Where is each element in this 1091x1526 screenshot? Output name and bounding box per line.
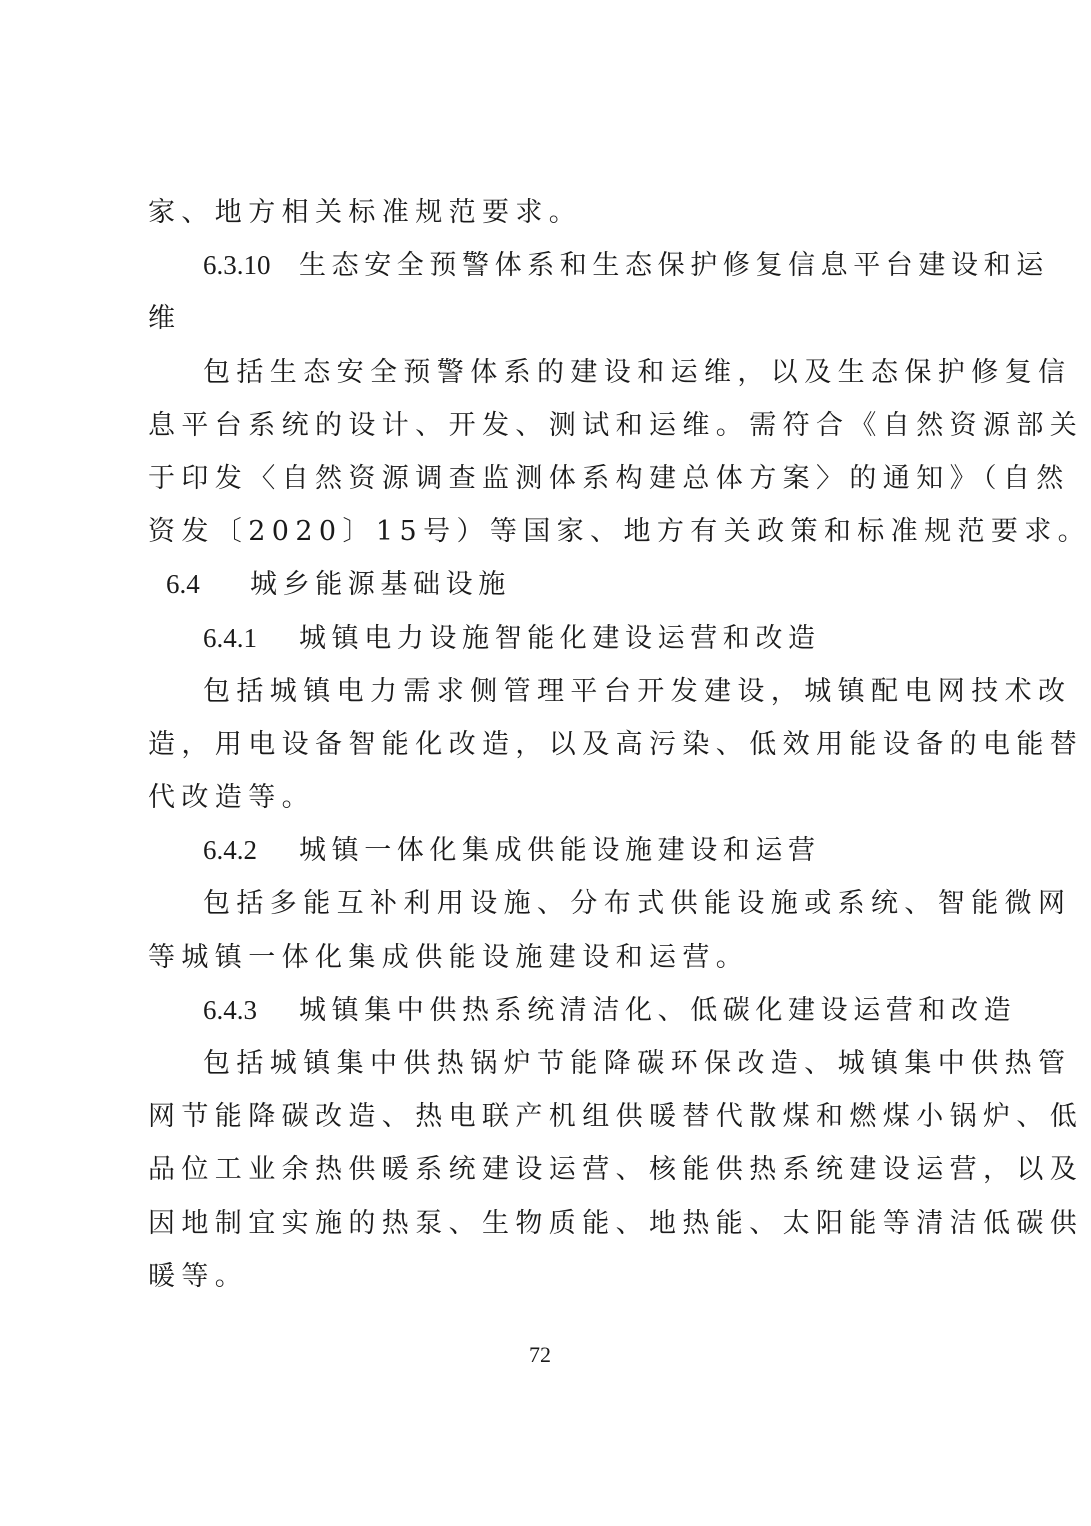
section-heading-6-4-1 [148,612,934,665]
section-title-continuation: 维 [148,303,182,335]
section-heading-6-3-10 [148,239,1049,292]
paragraph-line: 造，用电设备智能化改造，以及高污染、低效用能设备的电能替 [148,728,1084,760]
paragraph-line: 息平台系统的设计、开发、测试和运维。需符合《自然资源部关 [148,409,1084,441]
section-heading-6-4-3 [148,984,1017,1037]
section-heading-6-4 [148,558,934,611]
paragraph-line: 等城镇一体化集成供能设施建设和运营。 [148,941,750,973]
paragraph-line: 资发〔2020〕15号）等国家、地方有关政策和标准规范要求。 [148,516,1091,548]
section-title: 城镇一体化集成供能设施建设和运营 [299,835,821,867]
paragraph-line: 于印发〈自然资源调查监测体系构建总体方案〉的通知》（自然 [148,462,1070,494]
section-number: 6.3.10 [203,250,271,281]
paragraph-line: 代改造等。 [148,782,315,814]
section-title: 城乡能源基础设施 [250,569,511,601]
paragraph-line: 包括生态安全预警体系的建设和运维，以及生态保护修复信 [203,356,1072,388]
section-number: 6.4.2 [203,835,257,866]
paragraph-line: 包括城镇电力需求侧管理平台开发建设，城镇配电网技术改 [203,675,1072,707]
section-number: 6.4.1 [203,622,257,653]
section-title: 城镇集中供热系统清洁化、低碳化建设运营和改造 [299,994,1017,1026]
section-number: 6.4 [166,569,200,600]
paragraph-line: 品位工业余热供暖系统建设运营、核能供热系统建设运营，以及 [148,1154,1084,1186]
paragraph-line: 因地制宜实施的热泵、生物质能、地热能、太阳能等清洁低碳供 [148,1207,1084,1239]
section-title: 城镇电力设施智能化建设运营和改造 [299,622,821,654]
page-body [148,186,1091,1303]
body-text-line: 家、地方相关标准规范要求。 [148,197,583,228]
section-heading-6-4-2 [148,824,934,877]
page-number: 72 [529,1342,551,1367]
paragraph-line: 网节能降碳改造、热电联产机组供暖替代散煤和燃煤小锅炉、低 [148,1101,1084,1133]
section-title: 生态安全预警体系和生态保护修复信息平台建设和运 [299,250,1049,282]
paragraph-line: 暖等。 [148,1260,249,1292]
section-number: 6.4.3 [203,994,257,1025]
paragraph-line: 包括多能互补利用设施、分布式供能设施或系统、智能微网 [203,888,1072,920]
paragraph-line: 包括城镇集中供热锅炉节能降碳环保改造、城镇集中供热管 [203,1048,1072,1079]
